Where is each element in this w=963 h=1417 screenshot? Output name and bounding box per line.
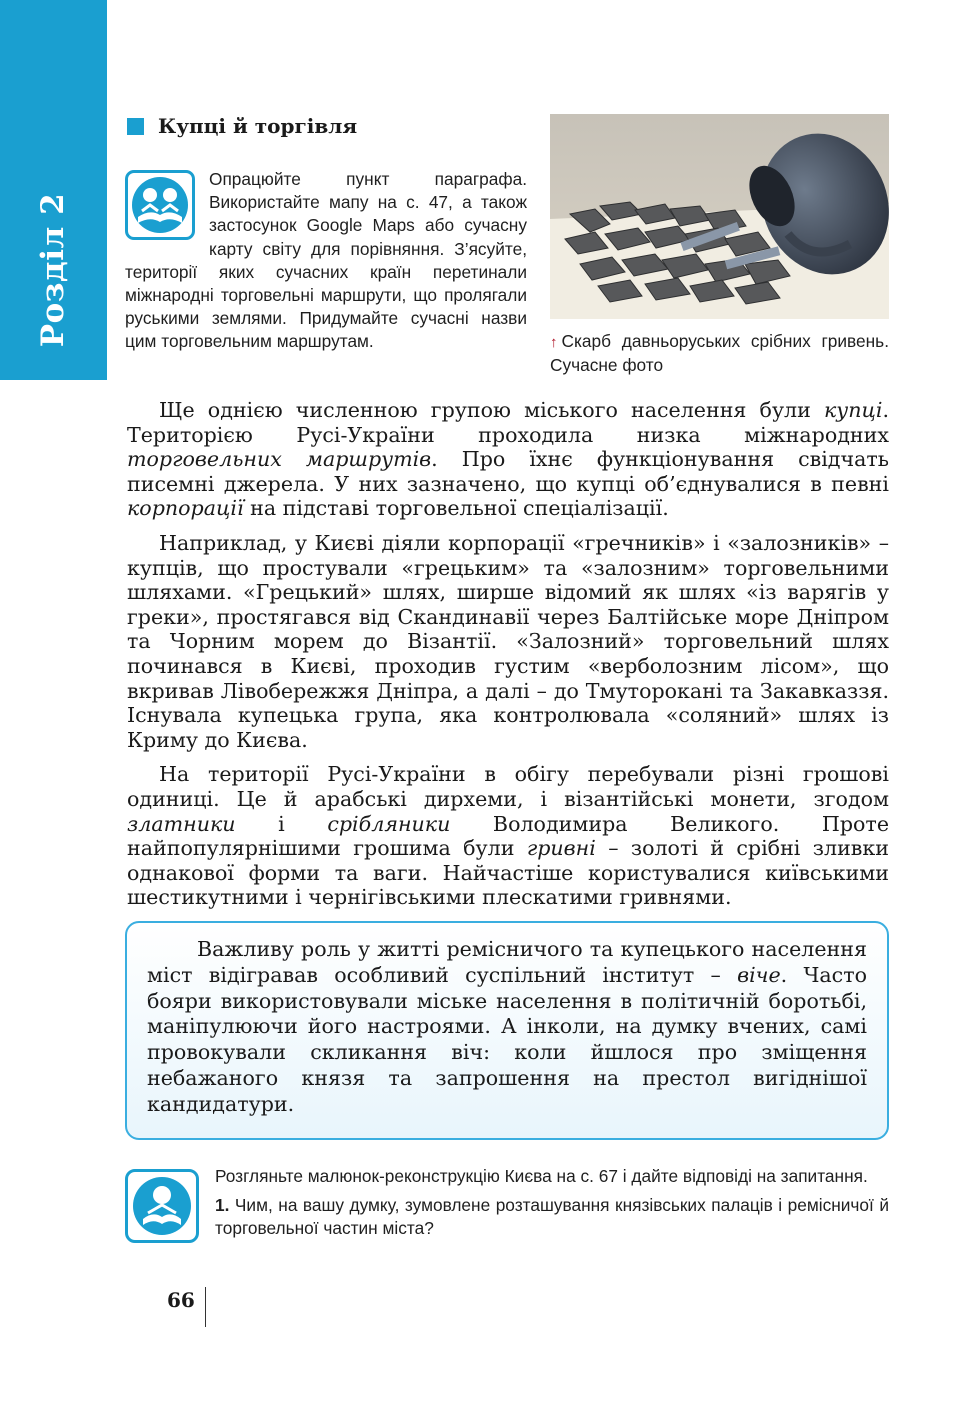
question-text: Чим, на вашу думку, зумовлене розташування князівських палаців і ремісничої й торговельної частин міста? bbox=[215, 1195, 889, 1238]
text-run: Важливу роль у житті ремісничого та купецького населення міст відігравав особливий суспільний інститут – bbox=[147, 937, 867, 987]
text-run: і bbox=[235, 811, 328, 836]
note-box-viche bbox=[125, 921, 889, 1140]
task-block-1 bbox=[125, 168, 527, 354]
question-number: 1. bbox=[215, 1195, 230, 1215]
term-sribliany: срібляники bbox=[327, 811, 451, 836]
heading-square-marker bbox=[127, 118, 144, 135]
term-hryvni: гривні bbox=[526, 836, 596, 861]
main-text bbox=[127, 398, 889, 920]
paragraph-routes: Наприклад, у Києві діяли корпорації «гречників» і «залозників» – купців, що простували «грецьким» та «залозним» торговельними шляхами. «Грецький» шлях, ширше відомий як шлях «із варягів у греки», простягався від Скандинавії через Балтійське море Дніпром та Чорним морем до Візантії. «Залозний» торговельний шлях починався в Києві, проходив густим «верболозним лісом», що вкривав Лівобережжя Дніпра, а далі – до Тмуторокані та Закавказзя. Існувала купецька група, яка контролювала «соляний» шлях із Криму до Києва. bbox=[127, 530, 889, 752]
task-2-question-1 bbox=[215, 1194, 889, 1240]
term-corporations: корпорації bbox=[127, 496, 244, 521]
section-heading bbox=[127, 114, 357, 138]
paragraph-currency bbox=[127, 762, 889, 910]
text-run: Володимира Великого. Проте найпопулярнішими грошима були bbox=[127, 811, 889, 861]
text-run: . Про їхнє функціонування свідчать писемні джерела. У них зазначено, що купці об’єднувалися в певні bbox=[127, 447, 889, 496]
page-number: 66 bbox=[167, 1288, 195, 1312]
text-run: . Часто бояри використовували міське населення в політичній боротьбі, маніпулюючи його настроями. А інколи, на думку вчених, самі провокували скликання віч: коли йшлося про зміщення небажаного князя та запрошення на престол вигіднішої кандидатури. bbox=[147, 962, 867, 1116]
paragraph-merchants bbox=[127, 398, 889, 521]
section-side-tab bbox=[0, 0, 107, 380]
photo-caption-text: Скарб давньоруських срібних гривень. Сучасне фото bbox=[550, 331, 889, 375]
section-title: Купці й торгівля bbox=[158, 114, 358, 138]
photo-caption bbox=[550, 330, 889, 377]
page-number-divider bbox=[205, 1287, 206, 1327]
term-viche: віче bbox=[737, 962, 781, 987]
note-text bbox=[147, 937, 867, 1118]
task-2-intro: Розгляньте малюнок-реконструкцію Києва на с. 67 і дайте відповіді на запитання. bbox=[215, 1166, 868, 1186]
text-run: на підставі торговельної спеціалізації. bbox=[243, 496, 669, 521]
section-side-tab-label: Розділ 2 bbox=[35, 192, 71, 348]
text-run: На території Русі-України в обігу перебували різні грошові одиниці. Це й арабські дирхеми, і візантійські монети, згодом bbox=[127, 762, 889, 811]
term-kupci: купці bbox=[823, 398, 883, 422]
text-run: – золоті й срібні зливки однакової форми та ваги. Найчастіше користувалися київськими шестикутними і чернігівськими плескатими гривнями. bbox=[127, 836, 889, 910]
task-2-text bbox=[215, 1165, 889, 1246]
term-zlatnyky: златники bbox=[127, 811, 236, 836]
treasure-photo bbox=[550, 114, 889, 319]
term-trade-routes: торговельних маршрутів bbox=[127, 447, 432, 472]
reading-person-icon bbox=[125, 1169, 199, 1243]
task-1-text: Опрацюйте пункт параграфа. Використайте мапу на с. 47, а також застосунок Google Maps або сучасну карту світу для порівняння. З’ясуйте, території яких сучасних країн перетинали міжнародні торговельні маршрути, що пролягали руськими землями. Придумайте сучасні назви цим торговельним маршрутам. bbox=[125, 169, 527, 352]
reading-pair-icon bbox=[125, 170, 195, 240]
arrow-up-icon: ↑ bbox=[550, 334, 558, 351]
text-run: . Територією Русі-України проходила низка міжнародних bbox=[127, 398, 889, 447]
text-run: Ще однією численною групою міського населення були bbox=[159, 398, 824, 422]
